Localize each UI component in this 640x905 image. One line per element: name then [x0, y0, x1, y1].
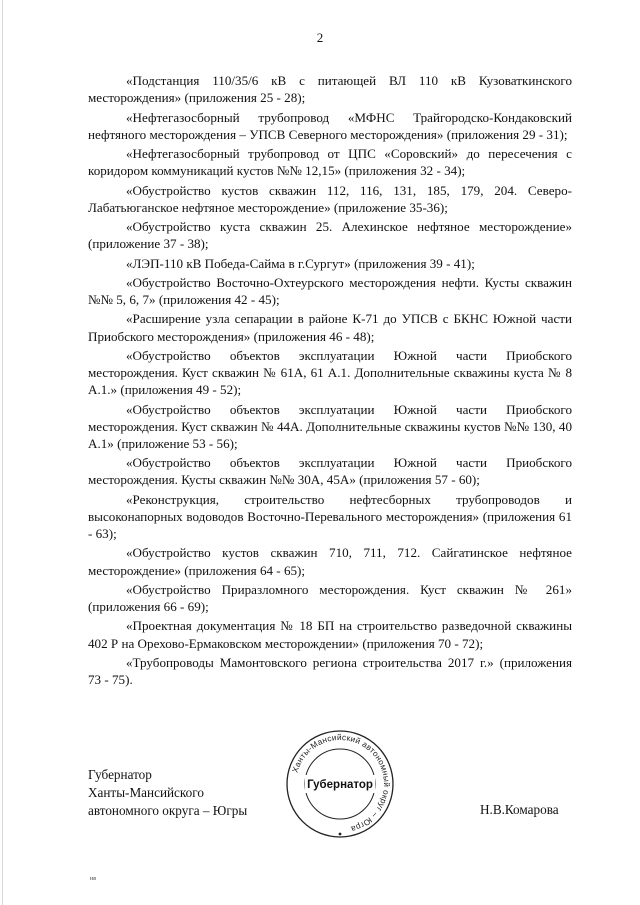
list-item: «ЛЭП-110 кВ Победа-Сайма в г.Сургут» (приложения 39 - 41); [126, 255, 475, 271]
list-item: «Реконструкция, строительство нефтесборных трубопроводов и высоконапорных водоводов Восточно-Перевального месторождения» (приложения 61 - 63); [88, 491, 572, 542]
list-item: «Обустройство Приразломного месторождения. Куст скважин № 261» (приложения 66 - 69); [88, 581, 572, 615]
list-item: «Обустройство объектов эксплуатации Южной части Приобского месторождения. Кусты скважин №№ 30А, 45А» (приложения 57 - 60); [88, 455, 572, 488]
page-number: 2 [316, 30, 324, 45]
list-item: «Обустройство кустов скважин 710, 711, 712. Сайгатинское нефтяное месторождение» (приложения 64 - 65); [88, 545, 572, 578]
list-item: «Нефтегазосборный трубопровод «МФНС Трайгородско-Кондаковский нефтяного месторождения – УПСВ Северного месторождения» (приложения 29 - 31); [88, 109, 572, 142]
signatory-title-line: Ханты-Мансийского [88, 785, 204, 800]
footer-mark: нв [90, 876, 97, 882]
signatory-title-line: Губернатор [88, 767, 152, 782]
list-item: «Обустройство куста скважин 25. Алехинское нефтяное месторождение» (приложение 37 - 38); [88, 219, 572, 252]
list-item: «Обустройство кустов скважин 112, 116, 131, 185, 179, 204. Северо-Лабатьюганское нефтяное месторождение» (приложение 35-36); [88, 182, 572, 215]
list-item: «Проектная документация № 18 БП на строительство разведочной скважины 402 Р на Орехово-Ермаковском месторождении» (приложения 70 - 72); [88, 618, 572, 651]
official-stamp [284, 728, 396, 840]
list-item: «Подстанция 110/35/6 кВ с питающей ВЛ 110 кВ Кузоваткинского месторождения» (приложения 25 - 28); [88, 73, 572, 106]
signatory-name: Н.В.Комарова [480, 802, 559, 817]
list-item: «Расширение узла сепарации в районе К-71 до УПСВ с БКНС Южной части Приобского месторождения» (приложения 46 - 48); [88, 311, 572, 344]
list-item: «Нефтегазосборный трубопровод от ЦПС «Соровский» до пересечения с коридором коммуникаций кустов №№ 12,15» (приложения 32 - 34); [88, 146, 572, 179]
list-item: «Обустройство Восточно-Охтеурского месторождения нефти. Кусты скважин №№ 5, 6, 7» (приложения 42 - 45); [88, 274, 572, 307]
stamp-ring-text: Ханты-Мансийский автономный округ – Югра [290, 732, 392, 834]
list-item: «Обустройство объектов эксплуатации Южной части Приобского месторождения. Куст скважин № 44А. Дополнительные скважины кустов №№ 130, 40 А.1» (приложение 53 - 56); [88, 401, 572, 451]
signatory-title [88, 766, 247, 820]
item-list [88, 72, 572, 690]
scan-edge [2, 0, 3, 905]
stamp-center-text: Губернатор [307, 779, 373, 791]
list-item: «Трубопроводы Мамонтовского региона строительства 2017 г.» (приложения 73 - 75). [88, 654, 572, 688]
stamp-dot [339, 833, 342, 836]
signatory-title-line: автономного округа – Югры [88, 803, 248, 818]
list-item: «Обустройство объектов эксплуатации Южной части Приобского месторождения. Куст скважин № 61А, 61 А.1. Дополнительные скважины куста № 8 А.1.» (приложения 49 - 52); [88, 347, 572, 398]
